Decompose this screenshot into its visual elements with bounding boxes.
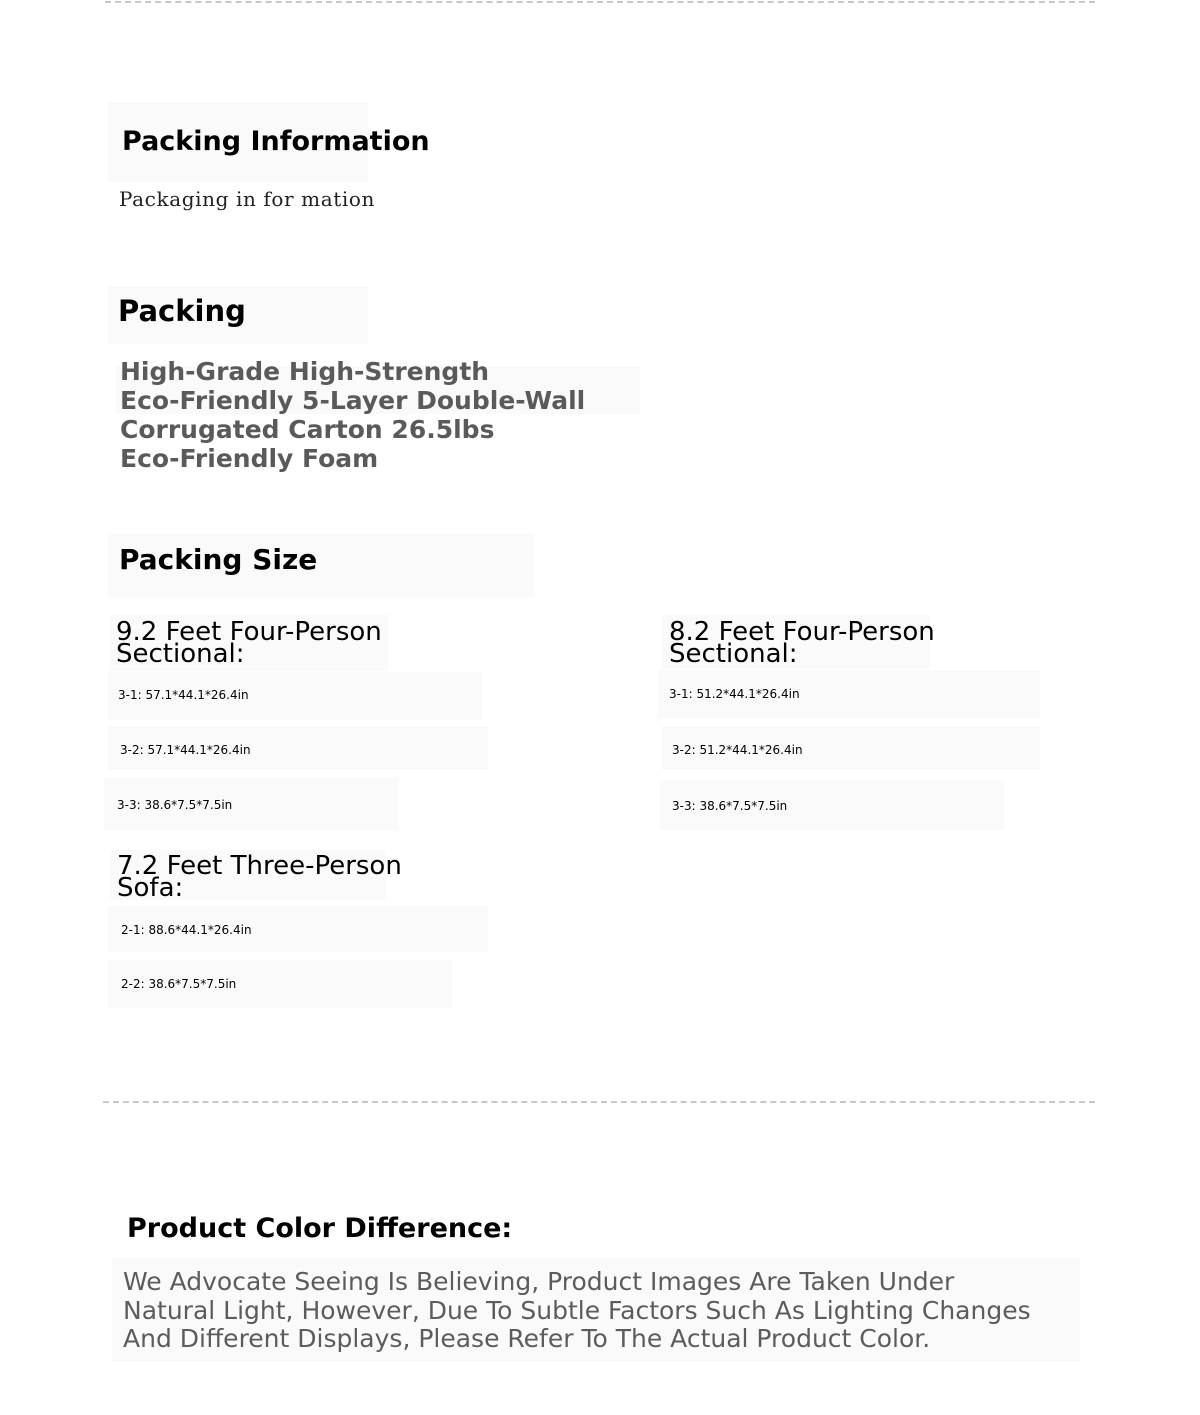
size-group-title-line: Sectional:: [669, 639, 798, 669]
top-divider: [105, 1, 1095, 3]
packing-line: Eco-Friendly 5-Layer Double-Wall: [120, 386, 586, 415]
size-item: 3-3: 38.6*7.5*7.5in: [672, 799, 788, 813]
packing-line: Eco-Friendly Foam: [120, 444, 379, 473]
size-group-title-line: Sofa:: [117, 873, 184, 903]
size-item: 3-3: 38.6*7.5*7.5in: [117, 798, 233, 812]
size-item: 3-2: 57.1*44.1*26.4in: [120, 743, 251, 757]
color-difference-note: [123, 1268, 1031, 1354]
packing-line: Corrugated Carton 26.5lbs: [120, 415, 495, 444]
size-item: 2-2: 38.6*7.5*7.5in: [121, 977, 237, 991]
middle-divider: [103, 1101, 1095, 1103]
note-line: Natural Light, However, Due To Subtle Factors Such As Lighting Changes: [123, 1295, 1031, 1325]
packing-info-title: Packing Information: [122, 126, 430, 157]
size-item: 3-2: 51.2*44.1*26.4in: [672, 743, 803, 757]
packing-size-title: Packing Size: [119, 543, 318, 576]
size-item: 3-1: 51.2*44.1*26.4in: [669, 687, 800, 701]
size-item: 3-1: 57.1*44.1*26.4in: [118, 688, 249, 702]
packing-info-subtitle: Packaging in for mation: [119, 187, 376, 211]
size-group-title: [117, 851, 402, 903]
size-group-title-line: Sectional:: [116, 639, 245, 669]
color-difference-title: Product Color Difference:: [127, 1213, 513, 1244]
packing-description: [120, 357, 585, 473]
size-group-title-line: 9.2 Feet Four-Person: [116, 617, 382, 647]
note-line: And Different Displays, Please Refer To The Actual Product Color.: [123, 1324, 931, 1353]
note-line: We Advocate Seeing Is Believing, Product Images Are Taken Under: [123, 1267, 955, 1296]
size-group-title: [116, 617, 382, 669]
packing-line: High-Grade High-Strength: [120, 357, 490, 386]
size-group-title: [669, 617, 935, 669]
packing-title: Packing: [118, 294, 246, 328]
size-item: 2-1: 88.6*44.1*26.4in: [121, 923, 252, 937]
size-group-title-line: 7.2 Feet Three-Person: [117, 851, 402, 881]
size-group-title-line: 8.2 Feet Four-Person: [669, 617, 935, 647]
